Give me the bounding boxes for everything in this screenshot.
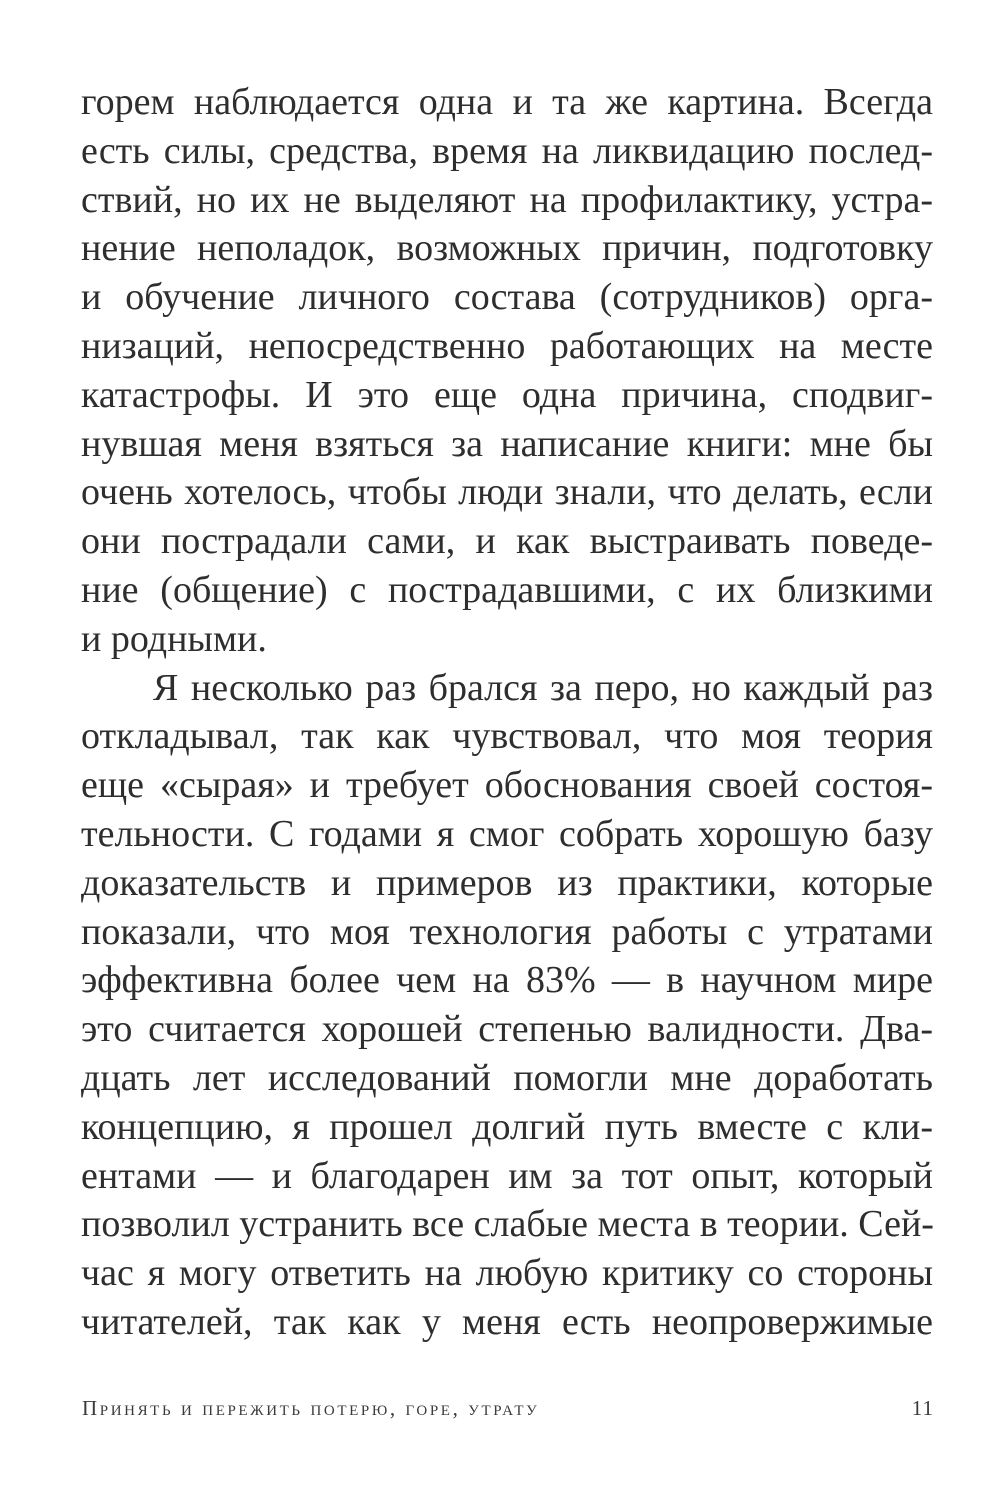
text-line: ствий, но их не выделяют на профилактику, устра- — [81, 178, 933, 221]
text-line: показали, что моя технология работы с утратами — [81, 910, 933, 953]
text-line: откладывал, так как чувствовал, что моя теория — [81, 715, 933, 758]
text-line: тельности. С годами я смог собрать хорошую базу — [81, 812, 933, 855]
text-line: эффективна более чем на 83% — в научном мире — [81, 959, 933, 1002]
text-line: ние (общение) с пострадавшими, с их близкими — [81, 568, 933, 611]
text-line: катастрофы. И это еще одна причина, сподвиг- — [81, 373, 933, 416]
text-line: это считается хорошей степенью валидности. Два- — [81, 1008, 933, 1051]
text-line: ентами — и благодарен им за тот опыт, который — [81, 1154, 933, 1197]
text-line: позволил устранить все слабые места в теории. Сей- — [81, 1203, 934, 1246]
page-number: 11 — [911, 1396, 934, 1420]
running-title: Принять и пережить потерю, горе, утрату — [82, 1396, 540, 1420]
body-text — [81, 78, 933, 1347]
text-line: и обучение личного состава (сотрудников) орга- — [81, 276, 933, 319]
text-line: они пострадали сами, и как выстраивать поведе- — [81, 520, 933, 563]
text-line: читателей, так как у меня есть неопровержимые — [81, 1300, 933, 1343]
text-line: очень хотелось, чтобы люди знали, что делать, если — [81, 471, 933, 514]
text-line: нувшая меня взяться за написание книги: мне бы — [81, 422, 933, 465]
text-line: низаций, непосредственно работающих на месте — [81, 324, 933, 367]
page-footer — [82, 1394, 934, 1422]
text-line-paragraph-start: Я несколько раз брался за перо, но каждый раз — [153, 666, 933, 709]
text-line: дцать лет исследований помогли мне доработать — [81, 1056, 933, 1099]
text-line: доказательств и примеров из практики, которые — [81, 861, 933, 904]
text-line: час я могу ответить на любую критику со стороны — [81, 1252, 933, 1295]
text-line-paragraph-end: и родными. — [81, 617, 267, 660]
text-line: еще «сырая» и требует обоснования своей состоя- — [81, 764, 933, 807]
text-line: концепцию, я прошел долгий путь вместе с кли- — [81, 1105, 933, 1148]
text-line: нение неполадок, возможных причин, подготовку — [81, 227, 933, 270]
text-line: есть силы, средства, время на ликвидацию послед- — [81, 129, 933, 172]
text-line: горем наблюдается одна и та же картина. Всегда — [81, 81, 933, 123]
